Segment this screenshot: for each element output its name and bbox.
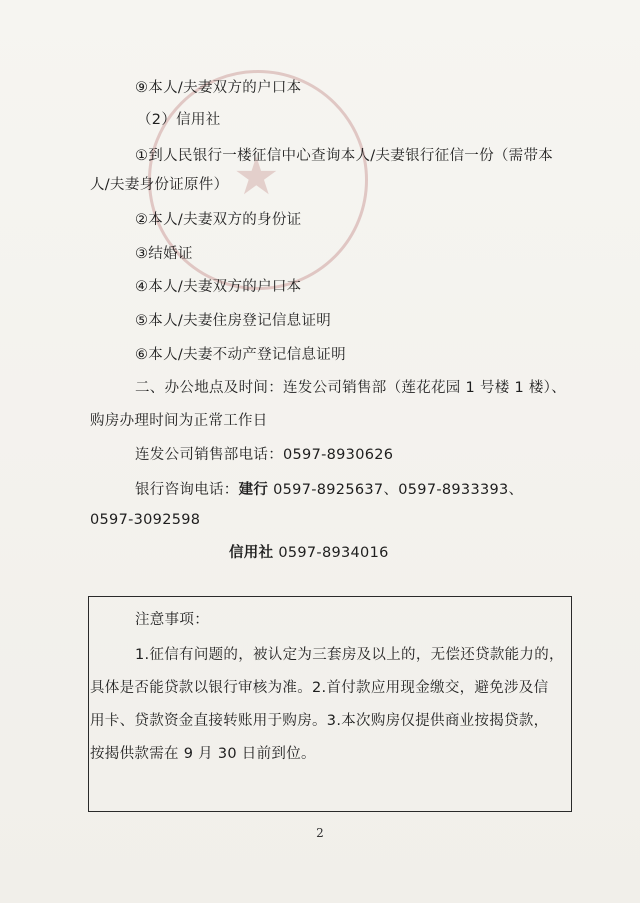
- credit-coop-phone: 0597-8934016: [273, 545, 389, 561]
- notice-title: 注意事项：: [135, 612, 209, 628]
- credit-item-1: ①到人民银行一楼征信中心查询本人/夫妻银行征信一份（需带本: [135, 148, 554, 164]
- bank-phone-continued: 0597-3092598: [90, 512, 201, 528]
- section-heading-credit-coop: （2）信用社: [137, 112, 221, 128]
- notice-line-4: 按揭供款需在 9 月 30 日前到位。: [90, 746, 316, 762]
- item-9: ⑨本人/夫妻双方的户口本: [135, 80, 302, 96]
- office-location-text: 二、办公地点及时间：连发公司销售部（莲花花园 1 号楼 1 楼）、: [135, 380, 567, 396]
- page-number: 2: [316, 826, 324, 840]
- credit-item-5: ⑤本人/夫妻住房登记信息证明: [135, 313, 332, 329]
- credit-item-1-continued: 人/夫妻身份证原件）: [90, 177, 229, 193]
- credit-coop-phone-line: [229, 543, 389, 563]
- credit-item-6: ⑥本人/夫妻不动产登记信息证明: [135, 347, 346, 363]
- sales-phone-text: 连发公司销售部电话：0597-8930626: [135, 447, 394, 463]
- office-hours-text: 购房办理时间为正常工作日: [90, 413, 268, 429]
- credit-item-2: ②本人/夫妻双方的身份证: [135, 212, 302, 228]
- notice-line-1: 1.征信有问题的，被认定为三套房及以上的，无偿还贷款能力的，: [135, 647, 564, 663]
- credit-coop-label: 信用社: [229, 545, 274, 561]
- notice-line-3: 用卡、贷款资金直接转账用于购房。3.本次购房仅提供商业按揭贷款，: [90, 713, 549, 729]
- notice-line-2: 具体是否能贷款以银行审核为准。2.首付款应用现金缴交，避免涉及信: [90, 680, 549, 696]
- credit-item-3: ③结婚证: [135, 246, 193, 262]
- bank-phone-numbers: 0597-8925637、0597-8933393、: [268, 482, 524, 498]
- credit-item-4: ④本人/夫妻双方的户口本: [135, 279, 302, 295]
- bank-ccb-label: 建行: [238, 482, 269, 498]
- seal-star-icon: ★: [233, 147, 280, 207]
- bank-phone-line: [135, 480, 523, 500]
- bank-phone-prefix: 银行咨询电话：: [135, 482, 239, 498]
